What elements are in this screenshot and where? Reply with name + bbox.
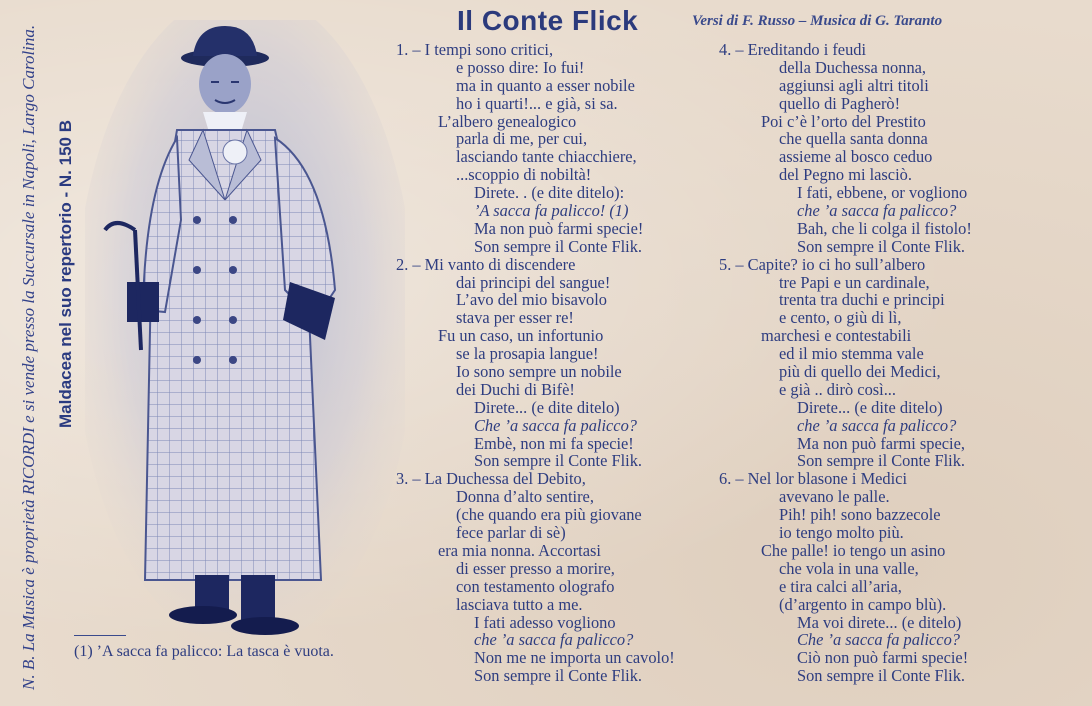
credits: Versi di F. Russo – Musica di G. Taranto (692, 13, 943, 29)
lyric-line: (d’argento in campo blù). (779, 594, 947, 614)
verse (396, 256, 726, 471)
lyric-line: Poi c’è l’orto del Prestito (761, 111, 926, 131)
lyric-line: Son sempre il Conte Flik. (797, 666, 966, 686)
lyric-line: e posso dire: Io fui! (456, 57, 585, 77)
lyric-line: che ’a sacca fa palicco? (797, 201, 957, 221)
lyric-line: L’avo del mio bisavolo (456, 290, 607, 310)
lyric-line: Son sempre il Conte Flik. (474, 451, 643, 471)
lyric-line: 4. – Ereditando i feudi (719, 40, 867, 59)
lyric-line: stava per esser re! (456, 308, 574, 328)
lyric-line: I fati, ebbene, or vogliono (797, 183, 968, 203)
lyric-line: era mia nonna. Accortasi (438, 540, 601, 560)
lyric-line: con testamento olografo (456, 576, 615, 596)
lyrics-column-right (719, 41, 1059, 685)
lyric-line: I fati adesso vogliono (474, 612, 616, 632)
lyric-line: Non me ne importa un cavolo! (474, 648, 675, 668)
lyric-line: Ma non può farmi specie, (797, 433, 965, 453)
lyric-line: 3. – La Duchessa del Debito, (396, 469, 586, 489)
lyric-line: Son sempre il Conte Flik. (797, 236, 966, 256)
lyric-line: Bah, che li colga il fistolo! (797, 218, 972, 238)
lyric-line: 6. – Nel lor blasone i Medici (719, 469, 907, 489)
lyric-line: Fu un caso, un infortunio (438, 326, 604, 346)
lyric-line: Son sempre il Conte Flik. (474, 236, 643, 256)
lyric-line: e cento, o giù di lì, (779, 308, 902, 328)
lyric-line: più di quello dei Medici, (779, 362, 941, 382)
lyric-line: che vola in una valle, (779, 558, 919, 578)
footnote: (1) ’A sacca fa palicco: La tasca è vuota. (74, 643, 334, 660)
verse (719, 256, 1059, 471)
lyric-line: (che quando era più giovane (456, 505, 642, 525)
lyric-line: della Duchessa nonna, (779, 57, 927, 77)
lyric-line: Ma voi direte... (e ditelo) (797, 612, 962, 632)
page-title: Il Conte Flick (457, 5, 639, 36)
lyric-line: di esser presso a morire, (456, 558, 615, 578)
lyric-line: Embè, non mi fa specie! (474, 433, 634, 453)
lyric-line: e già .. dirò così... (779, 379, 896, 399)
lyric-line: trenta tra duchi e principi (779, 290, 945, 310)
lyric-line: parla di me, per cui, (456, 129, 588, 149)
verse (719, 470, 1059, 685)
footnote-rule (74, 635, 126, 636)
lyric-line: Donna d’alto sentire, (456, 487, 594, 507)
lyric-line: dei Duchi di Bifè! (456, 379, 575, 399)
lyric-line: ’A sacca fa palicco! (1) (474, 201, 629, 221)
lyric-line: 1. – I tempi sono critici, (396, 40, 554, 59)
lyric-line: Che ’a sacca fa palicco? (474, 415, 637, 435)
lyric-line: e tira calci all’aria, (779, 576, 902, 596)
lyric-line: quello di Pagherò! (779, 93, 901, 113)
lyric-line: lasciava tutto a me. (456, 594, 583, 614)
verse (396, 470, 726, 685)
lyric-line: dai principi del sangue! (456, 272, 611, 292)
lyric-line: assieme al bosco ceduo (779, 147, 933, 167)
lyric-line: aggiunsi agli altri titoli (779, 75, 929, 95)
lyric-line: lasciando tante chiacchiere, (456, 147, 637, 167)
lyric-line: se la prosapia langue! (456, 344, 599, 364)
lyric-line: ...scoppio di nobiltà! (456, 165, 592, 185)
lyric-line: marchesi e contestabili (761, 326, 912, 346)
lyric-line: Direte... (e dite ditelo) (797, 397, 943, 417)
lyric-line: che ’a sacca fa palicco? (797, 415, 957, 435)
lyric-line: tre Papi e un cardinale, (779, 272, 930, 292)
verse (719, 41, 1059, 256)
lyric-line: 2. – Mi vanto di discendere (396, 254, 576, 274)
lyric-line: Pih! pih! sono bazzecole (779, 505, 941, 525)
lyric-line: ma in quanto a esser nobile (456, 75, 635, 95)
lyric-line: ho i quarti!... e già, si sa. (456, 93, 618, 113)
repertoire-label: Maldacea nel suo repertorio - N. 150 B (56, 120, 75, 428)
lyric-line: che ’a sacca fa palicco? (474, 630, 634, 650)
lyrics-column-left (396, 41, 726, 685)
lyric-line: Che palle! io tengo un asino (761, 540, 946, 560)
lyric-line: Ciò non può farmi specie! (797, 648, 969, 668)
lyric-line: Io sono sempre un nobile (456, 362, 622, 382)
lyric-line: io tengo molto più. (779, 523, 904, 543)
lyric-line: Che ’a sacca fa palicco? (797, 630, 960, 650)
lyric-line: Ma non può farmi specie! (474, 218, 644, 238)
lyric-line: del Pegno mi lasciò. (779, 165, 912, 185)
lyric-line: 5. – Capite? io ci ho sull’albero (719, 254, 926, 274)
verse (396, 41, 726, 256)
lyric-line: L’albero genealogico (438, 111, 577, 131)
side-note: N. B. La Musica è proprietà RICORDI e si vende presso la Succursale in Napoli, Largo Carolina. (19, 24, 38, 690)
lyric-line: fece parlar di sè) (456, 523, 566, 543)
lyric-line: Son sempre il Conte Flik. (797, 451, 966, 471)
lyric-line: Direte... (e dite ditelo) (474, 397, 620, 417)
lyric-line: che quella santa donna (779, 129, 928, 149)
lyric-line: Son sempre il Conte Flik. (474, 666, 643, 686)
lyric-line: Direte. . (e dite ditelo): (474, 183, 625, 203)
lyric-line: avevano le palle. (779, 487, 890, 507)
lyric-line: ed il mio stemma vale (779, 344, 924, 364)
performer-photo (85, 20, 405, 640)
